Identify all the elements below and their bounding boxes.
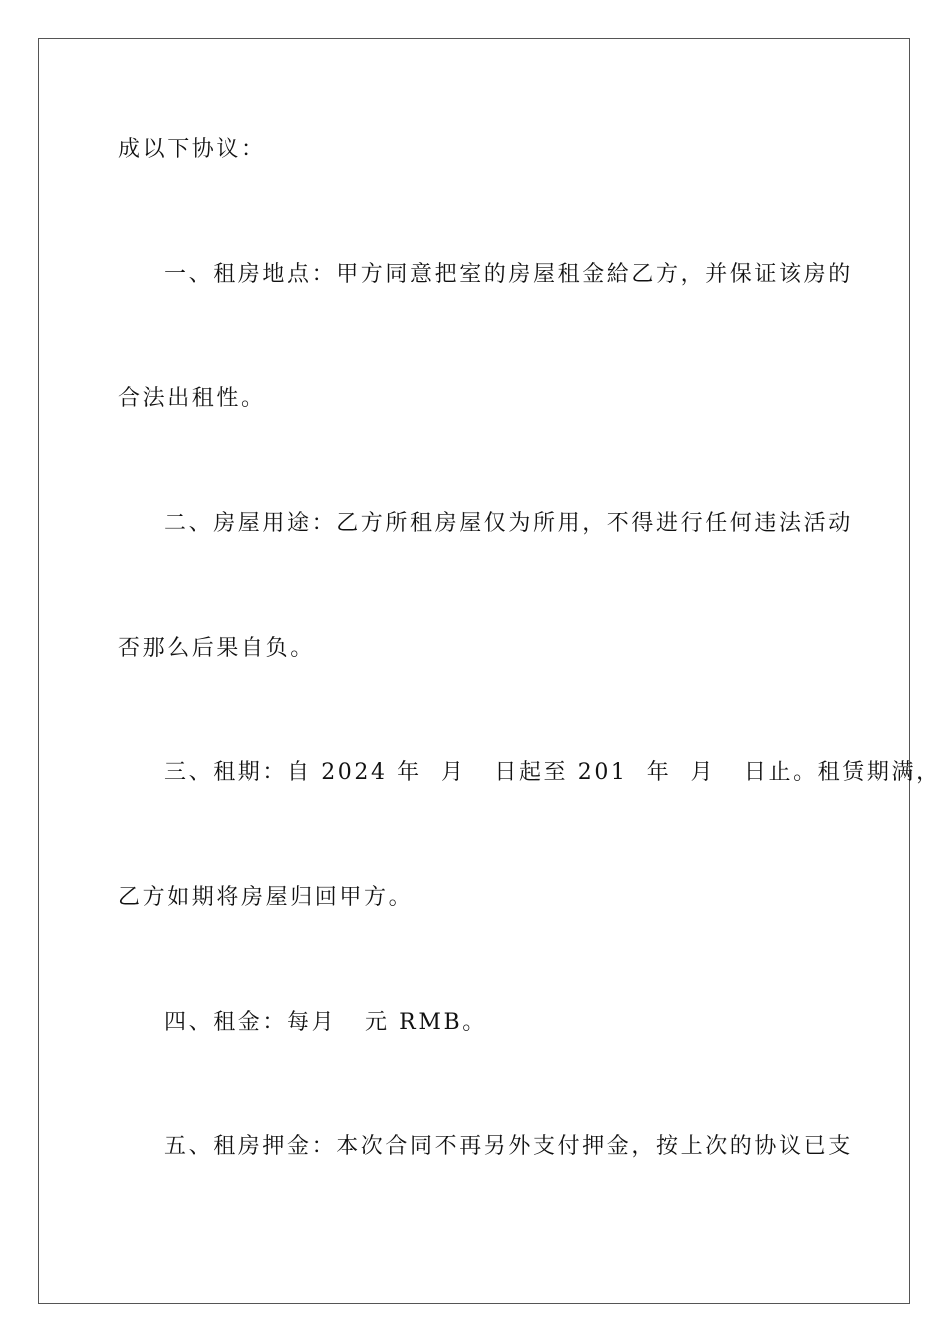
text-line-3: 合法出租性。: [118, 386, 266, 411]
text-line-5: 否那么后果自负。: [118, 636, 315, 661]
clause-5-deposit: 五、租房押金：本次合同不再另外支付押金，按上次的协议已支: [164, 1134, 853, 1159]
text-line-1: 成以下协议：: [118, 137, 266, 162]
text-line-7: 乙方如期将房屋归回甲方。: [118, 885, 414, 910]
clause-2-usage: 二、房屋用途：乙方所租房屋仅为所用，不得进行任何违法活动: [164, 511, 853, 536]
page-border: [38, 38, 910, 1304]
clause-3-term: 三、租期：自 2024 年 月 日起至 201 年 月 日止。租赁期满，: [164, 760, 941, 785]
clause-1-location: 一、租房地点：甲方同意把室的房屋租金給乙方，并保证该房的: [164, 262, 853, 287]
clause-4-rent: 四、租金：每月 元 RMB。: [164, 1010, 487, 1035]
